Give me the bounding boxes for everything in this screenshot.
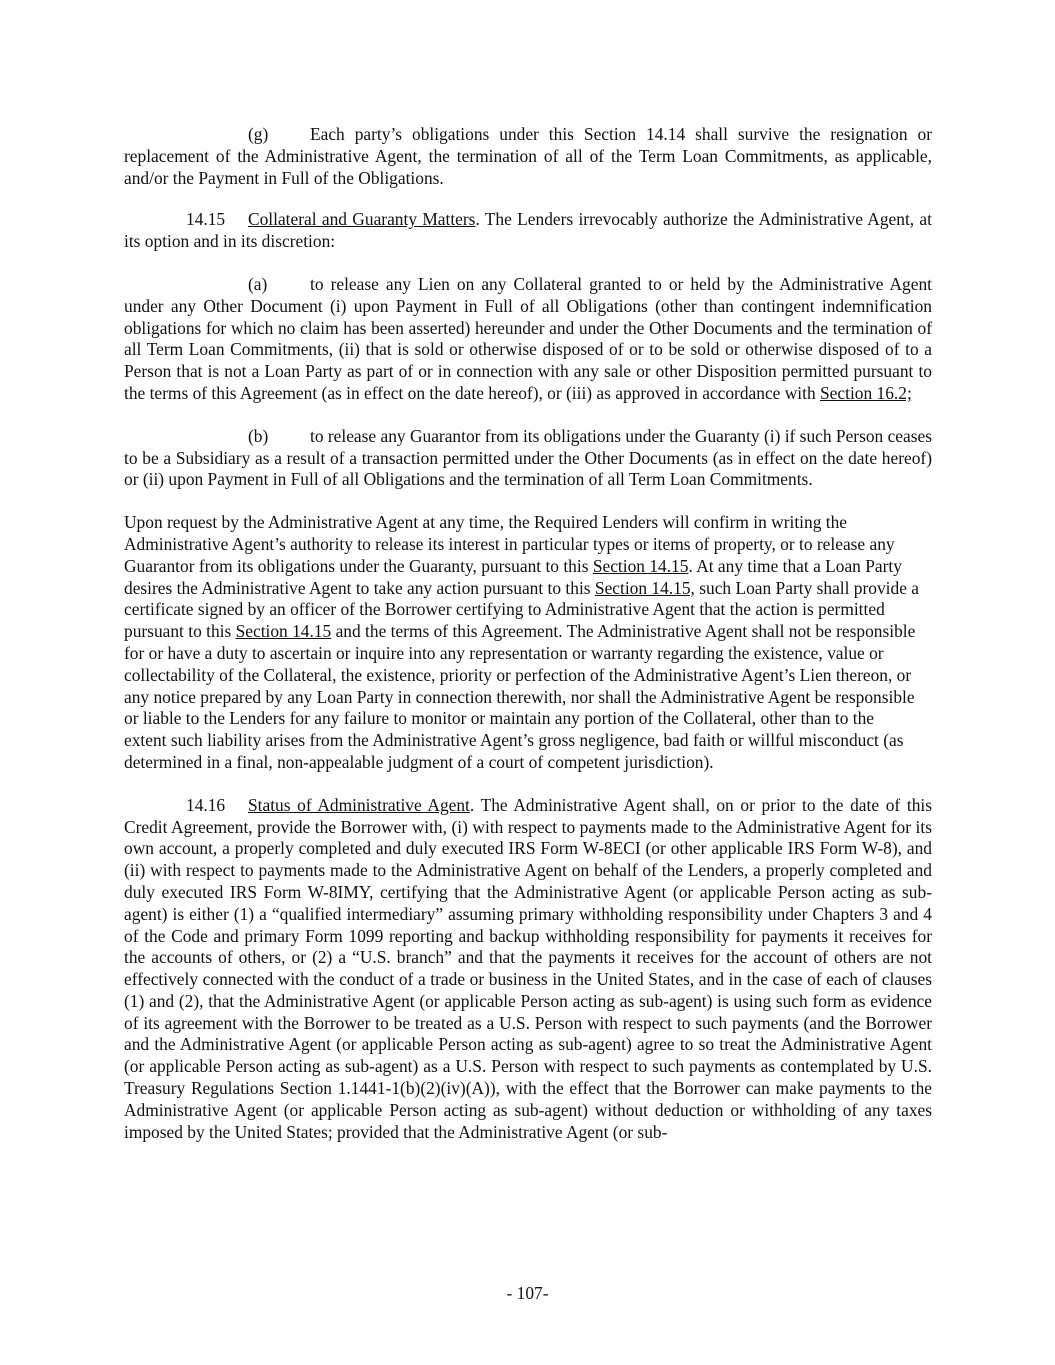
section-ref-14-15-a: Section 14.15	[592, 555, 689, 576]
section-14-15-intro-text: . The Lenders irrevocably authorize the Administrative Agent, at its option and in its discretion:	[124, 209, 932, 252]
section-ref-16-2: Section 16.2;	[820, 382, 912, 403]
section-number-14-15: 14.15	[186, 209, 226, 230]
document-page	[124, 124, 932, 1143]
clause-label-a: (a)	[248, 273, 268, 294]
clause-b	[124, 426, 932, 491]
paragraph-g-text: Each party’s obligations under this Section 14.14 shall survive the resignation or replacement of the Administrative Agent, the termination of all of the Term Loan Commitments, as applicable, and/or the Payment in Full of the Obligations.	[124, 124, 932, 188]
section-14-16	[124, 795, 932, 1144]
page-number: - 107-	[506, 1283, 549, 1303]
clause-b-text: to release any Guarantor from its obligations under the Guaranty (i) if such Person ceases to be a Subsidiary as a result of a transaction permitted under the Other Documents (as in effect on the date hereof) or (ii) upon Payment in Full of all Obligations and the termination of all Term Loan Commitments.	[124, 425, 933, 490]
clause-a	[124, 274, 932, 405]
section-14-16-text: . The Administrative Agent shall, on or prior to the date of this Credit Agreement, provide the Borrower with, (i) with respect to payments made to the Administrative Agent for its own account, a properly completed and duly executed IRS Form W-8ECI (or other applicable IRS Form W-8), and (ii) with respect to payments made to the Administrative Agent on behalf of the Lenders, a properly completed and duly executed IRS Form W-8IMY, certifying that the Administrative Agent (or applicable Person acting as sub-agent) is either (1) a “qualified intermediary” assuming primary withholding responsibility under Chapters 3 and 4 of the Code and primary Form 1099 reporting and backup withholding responsibility for payments it receives for the accounts of others, or (2) a “U.S. branch” and that the payments it receives for the account of others are not effectively connected with the conduct of a trade or business in the United States, and in the case of each of clauses (1) and (2), that the Administrative Agent (or applicable Person acting as sub-agent) is using such form as evidence of its agreement with the Borrower to be treated as a U.S. Person with respect to such payments (and the Borrower and the Administrative Agent (or applicable Person acting as sub-agent) agree to so treat the Administrative Agent (or applicable Person acting as sub-agent) as a U.S. Person with respect to such payments as contemplated by U.S. Treasury Regulations Section 1.1441-1(b)(2)(iv)(A)), with the effect that the Borrower can make payments to the Administrative Agent (or applicable Person acting as sub-agent) without deduction or withholding of any taxes imposed by the United States; provided that the Administrative Agent (or sub-	[124, 794, 932, 1142]
section-heading-14-16: Status of Administrative Agent	[248, 794, 470, 815]
section-ref-14-15-c: Section 14.15	[235, 621, 332, 642]
paragraph-g	[124, 124, 932, 189]
upon-request-paragraph: Upon request by the Administrative Agent at any time, the Required Lenders will confirm in writing the Administrative Agent’s authority to release its interest in particular types or items of property, or to release any Guarantor from its obligations under the Guaranty, pursuant to this Section 14.15. At any time that a Loan Party desires the Administrative Agent to take any action pursuant to this Section 14.15, such Loan Party shall provide a certificate signed by an officer of the Borrower certifying to Administrative Agent that the action is permitted pursuant to this Section 14.15 and the terms of this Agreement. The Administrative Agent shall not be responsible for or have a duty to ascertain or inquire into any representation or warranty regarding the existence, value or collectability of the Collateral, the existence, priority or perfection of the Administrative Agent’s Lien thereon, or any notice prepared by any Loan Party in connection therewith, nor shall the Administrative Agent be responsible or liable to the Lenders for any failure to monitor or maintain any portion of the Collateral, other than to the extent such liability arises from the Administrative Agent’s gross negligence, bad faith or willful misconduct (as determined in a final, non-appealable judgment of a court of competent jurisdiction).	[124, 512, 919, 772]
section-ref-14-15-b: Section 14.15,	[594, 577, 695, 598]
section-number-14-16: 14.16	[186, 794, 226, 815]
clause-label-g: (g)	[248, 124, 269, 144]
clause-a-text: to release any Lien on any Collateral granted to or held by the Administrative Agent under any Other Document (i) upon Payment in Full of all Obligations (other than contingent indemnification obligations for which no claim has been asserted) hereunder and under the Other Documents and the termination of all Term Loan Commitments, (ii) that is sold or otherwise disposed of or to be sold or otherwise disposed of to a Person that is not a Loan Party as part of or in connection with any sale or other Disposition permitted pursuant to the terms of this Agreement (as in effect on the date hereof), or (iii) as approved in accordance with	[124, 273, 932, 403]
clause-label-b: (b)	[248, 425, 269, 446]
section-heading-14-15: Collateral and Guaranty Matters	[248, 209, 476, 230]
section-14-15-intro	[124, 209, 932, 253]
